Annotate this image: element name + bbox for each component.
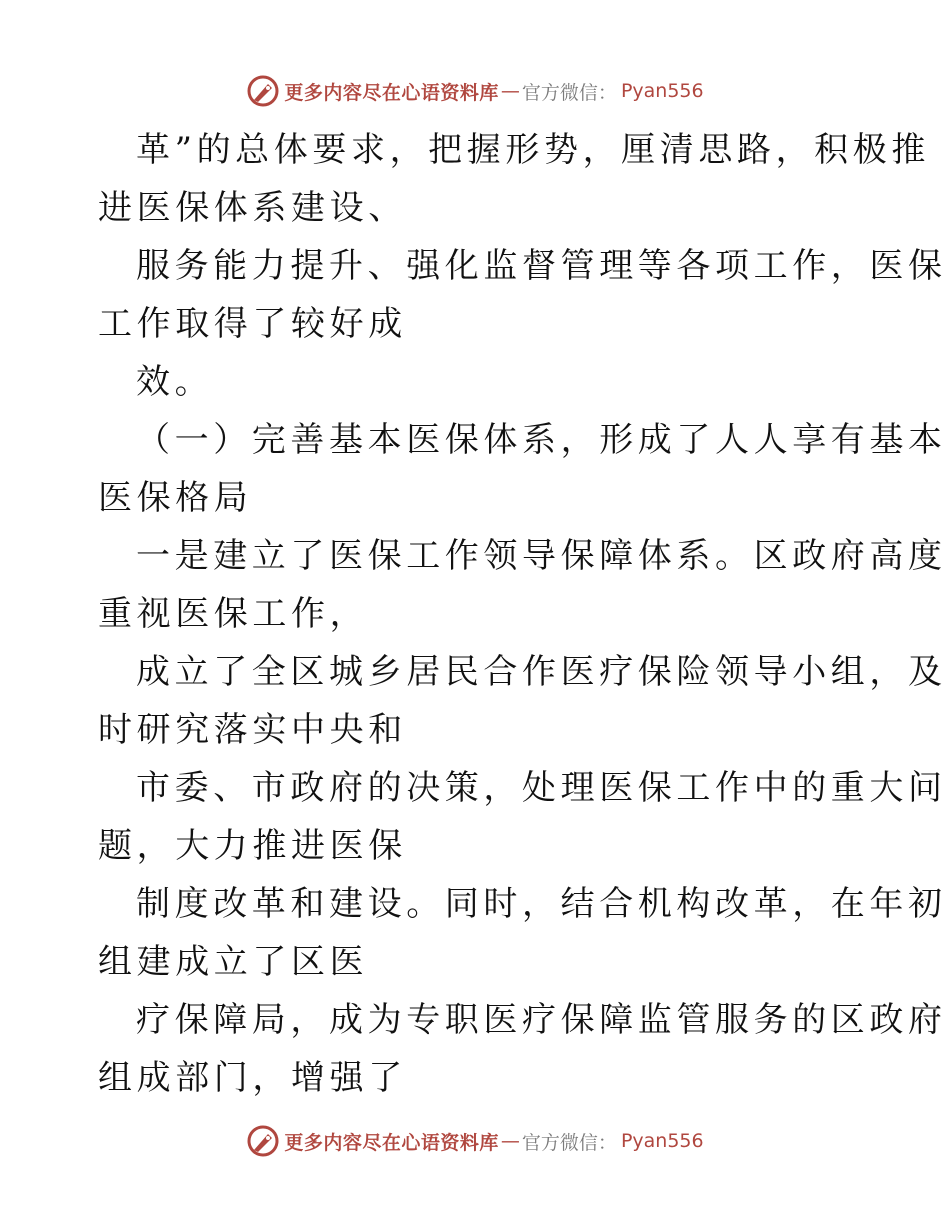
- pen-nib-logo-icon: [246, 1124, 280, 1158]
- text-line: 制度改革和建设。同时，结合机构改革，在年初: [136, 884, 947, 924]
- watermark-wechat-id: Pyan556: [620, 80, 704, 102]
- text-line: 组建成立了区医: [98, 942, 369, 982]
- text-line: 进医保体系建设、: [98, 188, 407, 228]
- watermark-wechat-id: Pyan556: [620, 1130, 704, 1152]
- text-line: 服务能力提升、强化监督管理等各项工作，医保: [136, 246, 947, 286]
- text-line: 时研究落实中央和: [98, 710, 407, 750]
- text-line: 重视医保工作，: [98, 594, 369, 634]
- watermark-dash: —: [500, 1130, 520, 1152]
- text-line: （一）完善基本医保体系，形成了人人享有基本: [136, 420, 947, 460]
- watermark-official-label: 官方微信：: [521, 1131, 617, 1154]
- text-line: 组成部门，增强了: [98, 1058, 407, 1098]
- text-line: 效。: [136, 362, 214, 402]
- watermark-dash: —: [500, 80, 520, 102]
- text-line: 医保格局: [98, 478, 253, 518]
- pen-nib-logo-icon: [246, 74, 280, 108]
- text-line: 工作取得了较好成: [98, 304, 407, 344]
- text-line: 成立了全区城乡居民合作医疗保险领导小组，及: [136, 652, 947, 692]
- watermark-brand: 更多内容尽在心语资料库: [284, 1131, 499, 1154]
- text-line: 一是建立了医保工作领导保障体系。区政府高度: [136, 536, 947, 576]
- footer-watermark: [0, 1124, 950, 1158]
- text-line: 题，大力推进医保: [98, 826, 407, 866]
- text-line: 市委、市政府的决策，处理医保工作中的重大问: [136, 768, 947, 808]
- header-watermark: [0, 74, 950, 108]
- text-line: 革”的总体要求，把握形势，厘清思路，积极推: [136, 130, 930, 170]
- watermark-official-label: 官方微信：: [521, 81, 617, 104]
- text-line: 疗保障局，成为专职医疗保障监管服务的区政府: [136, 1000, 947, 1040]
- document-body: [98, 121, 947, 1107]
- watermark-brand: 更多内容尽在心语资料库: [284, 81, 499, 104]
